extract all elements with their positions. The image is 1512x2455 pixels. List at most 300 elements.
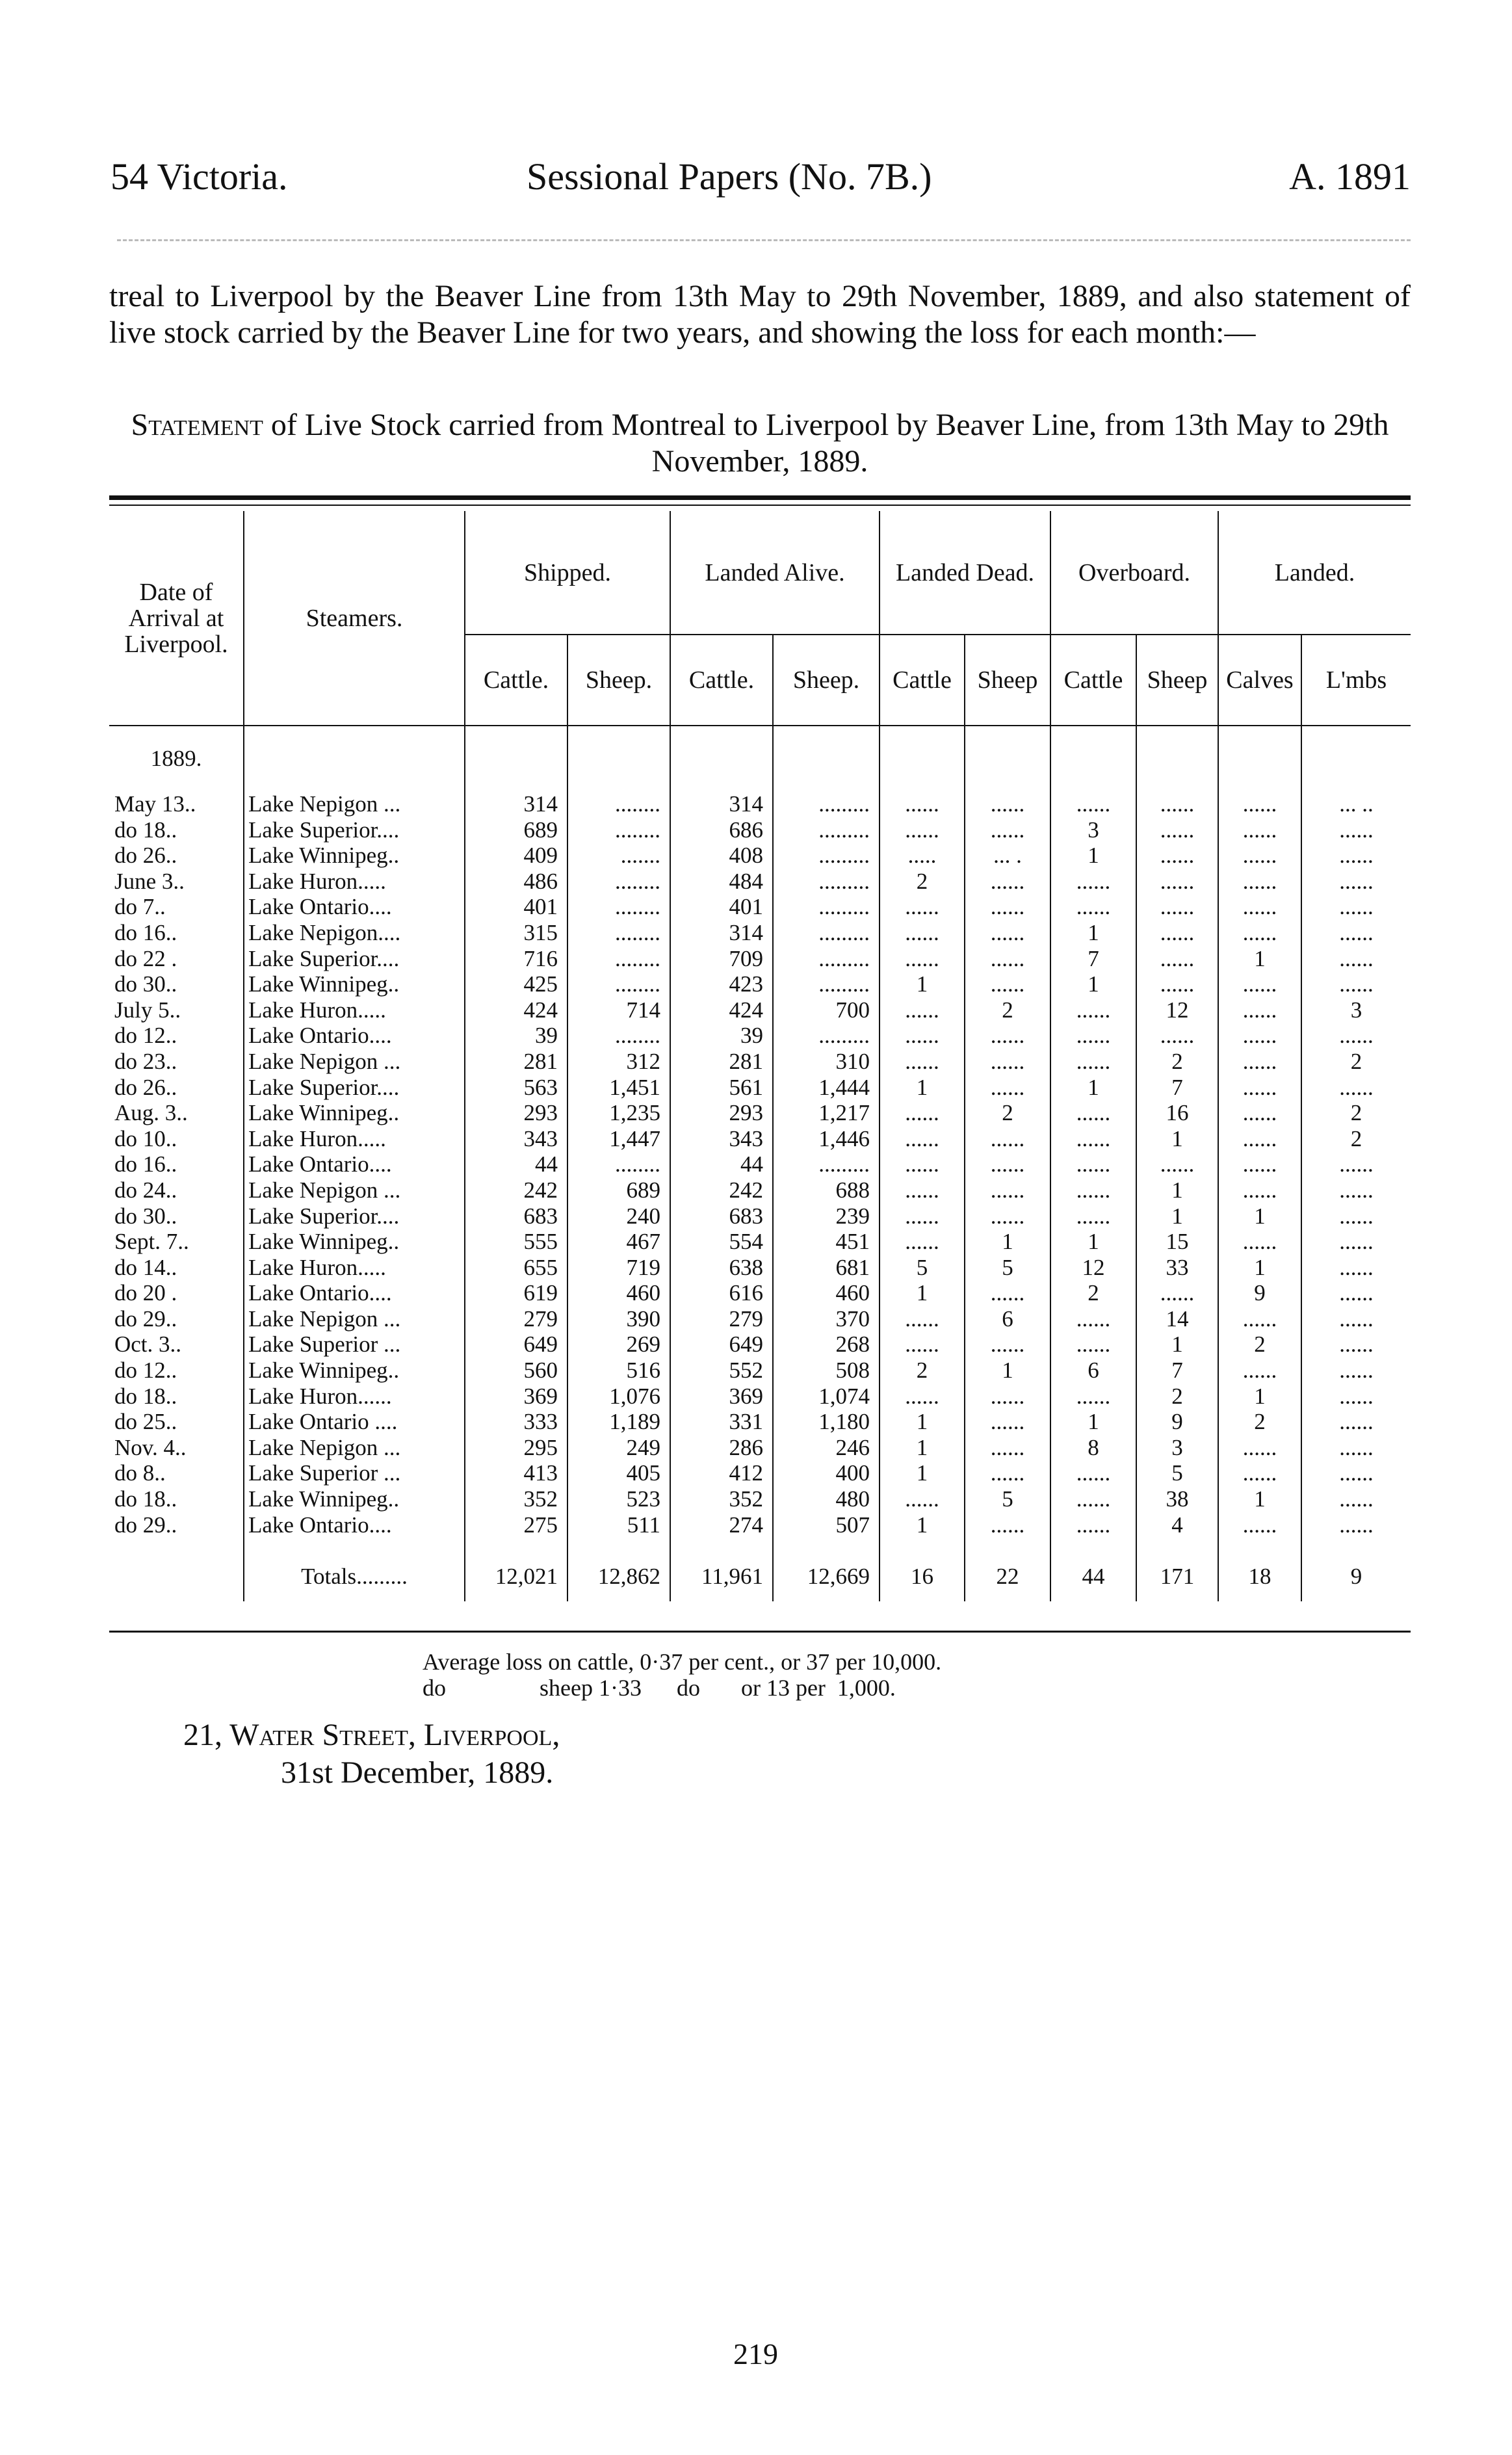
landed-calves-cell: ......	[1218, 1358, 1301, 1384]
table-row	[109, 946, 1411, 972]
landed-lambs-cell: ......	[1301, 1075, 1411, 1101]
landed-dead-sheep-cell: ......	[965, 1460, 1050, 1486]
shipped-cattle-cell: 315	[465, 920, 567, 946]
landed-dead-sheep-cell: ......	[965, 920, 1050, 946]
table-body	[109, 726, 1411, 1601]
page-number: 219	[733, 2337, 778, 2370]
overboard-cattle-cell: ......	[1050, 1306, 1136, 1332]
landed-dead-sheep-total: 22	[965, 1552, 1050, 1601]
overboard-cattle-cell: 3	[1050, 817, 1136, 843]
overboard-cattle-cell: 1	[1050, 843, 1136, 869]
date-cell: do 12..	[114, 1358, 177, 1384]
landed-alive-sheep-cell: 681	[773, 1255, 880, 1281]
overboard-cattle-cell: ......	[1050, 1460, 1136, 1486]
landed-lambs-cell: 2	[1301, 1049, 1411, 1075]
shipped-cattle-cell: 352	[465, 1486, 567, 1512]
table-row	[109, 1075, 1411, 1101]
date-cell: June 3..	[114, 868, 185, 894]
shipped-cattle-cell: 401	[465, 894, 567, 920]
landed-dead-sheep-cell: ......	[965, 1332, 1050, 1358]
shipped-cattle-cell: 555	[465, 1229, 567, 1255]
landed-dead-sheep-cell: ......	[965, 1151, 1050, 1177]
overboard-cattle-cell: ......	[1050, 869, 1136, 895]
date-cell: do 20 .	[114, 1280, 177, 1306]
shipped-sheep-cell: 460	[567, 1280, 670, 1306]
steamer-cell: Lake Superior ...	[244, 1460, 465, 1486]
landed-alive-sheep-cell: 1,180	[773, 1409, 880, 1435]
overboard-sheep-cell: 2	[1136, 1049, 1218, 1075]
landed-alive-cattle-cell: 279	[670, 1306, 773, 1332]
landed-dead-cattle-cell: ......	[880, 1023, 965, 1049]
landed-dead-sheep-cell: 5	[965, 1255, 1050, 1281]
overboard-sheep-cell: 2	[1136, 1384, 1218, 1410]
shipped-cattle-cell: 275	[465, 1512, 567, 1538]
overboard-sheep-cell: ......	[1136, 971, 1218, 997]
overboard-sheep-total: 171	[1136, 1552, 1218, 1601]
landed-alive-cattle-cell: 709	[670, 946, 773, 972]
landed-dead-sheep-header: Sheep	[965, 635, 1050, 726]
landed-dead-cattle-total: 16	[880, 1552, 965, 1601]
overboard-cattle-cell: ......	[1050, 1023, 1136, 1049]
landed-dead-sheep-cell: ... .	[965, 843, 1050, 869]
table-row	[109, 1280, 1411, 1306]
landed-alive-sheep-cell: .........	[773, 843, 880, 869]
overboard-sheep-header: Sheep	[1136, 635, 1218, 726]
overboard-sheep-cell: ......	[1136, 791, 1218, 817]
statement-rest: of Live Stock carried from Montreal to Liverpool by Beaver Line, from 13th May to 29th November, 1889.	[263, 408, 1389, 479]
landed-alive-sheep-cell: 507	[773, 1512, 880, 1538]
spacer-row	[109, 1538, 1411, 1552]
landed-calves-cell: 1	[1218, 1255, 1301, 1281]
landed-dead-cattle-cell: 1	[880, 1512, 965, 1538]
steamer-cell: Lake Ontario ....	[244, 1409, 465, 1435]
landed-alive-cattle-cell: 314	[670, 791, 773, 817]
landed-calves-total: 18	[1218, 1552, 1301, 1601]
overboard-cattle-cell: 1	[1050, 1229, 1136, 1255]
shipped-cattle-cell: 295	[465, 1435, 567, 1461]
landed-calves-cell: ......	[1218, 1151, 1301, 1177]
date-cell: do 18..	[114, 817, 177, 843]
landed-alive-cattle-cell: 242	[670, 1177, 773, 1203]
shipped-sheep-cell: 1,076	[567, 1384, 670, 1410]
landed-calves-cell: 9	[1218, 1280, 1301, 1306]
address-street: 21, Water Street, Liverpool,	[183, 1718, 560, 1752]
overboard-sheep-cell: ......	[1136, 894, 1218, 920]
table-row	[109, 971, 1411, 997]
table-row	[109, 1486, 1411, 1512]
date-cell: do 30..	[114, 1203, 177, 1229]
steamer-cell: Lake Winnipeg..	[244, 1229, 465, 1255]
table-row	[109, 1306, 1411, 1332]
landed-lambs-cell: 2	[1301, 1126, 1411, 1152]
landed-dead-sheep-cell: ......	[965, 1512, 1050, 1538]
shipped-sheep-cell: 516	[567, 1358, 670, 1384]
shipped-cattle-cell: 424	[465, 997, 567, 1023]
landed-lambs-cell: ......	[1301, 817, 1411, 843]
landed-dead-sheep-cell: ......	[965, 869, 1050, 895]
landed-alive-sheep-cell: .........	[773, 1151, 880, 1177]
landed-alive-cattle-cell: 638	[670, 1255, 773, 1281]
landed-alive-cattle-cell: 424	[670, 997, 773, 1023]
landed-dead-cattle-cell: .....	[880, 843, 965, 869]
landed-lambs-cell: ......	[1301, 1280, 1411, 1306]
year-label: A. 1891	[1289, 155, 1411, 198]
landed-alive-cattle-cell: 484	[670, 869, 773, 895]
landed-calves-cell: ......	[1218, 843, 1301, 869]
landed-lambs-cell: ......	[1301, 1306, 1411, 1332]
landed-header: Landed.	[1218, 511, 1411, 635]
landed-calves-cell: 1	[1218, 946, 1301, 972]
landed-lambs-cell: ......	[1301, 1255, 1411, 1281]
totals-label: Totals.........	[244, 1552, 465, 1601]
shipped-cattle-cell: 369	[465, 1384, 567, 1410]
landed-alive-cattle-total: 11,961	[670, 1552, 773, 1601]
shipped-cattle-cell: 563	[465, 1075, 567, 1101]
landed-dead-cattle-cell: ......	[880, 1049, 965, 1075]
overboard-cattle-cell: 12	[1050, 1255, 1136, 1281]
steamer-cell: Lake Winnipeg..	[244, 1358, 465, 1384]
shipped-header: Shipped.	[465, 511, 670, 635]
landed-lambs-cell: ......	[1301, 1229, 1411, 1255]
landed-lambs-cell: 2	[1301, 1100, 1411, 1126]
page-header	[111, 155, 1411, 207]
overboard-sheep-cell: 12	[1136, 997, 1218, 1023]
landed-dead-cattle-cell: ......	[880, 997, 965, 1023]
landed-alive-cattle-cell: 683	[670, 1203, 773, 1229]
shipped-cattle-cell: 486	[465, 869, 567, 895]
table-row	[109, 1177, 1411, 1203]
landed-lambs-cell: ......	[1301, 1512, 1411, 1538]
landed-dead-cattle-cell: 1	[880, 1075, 965, 1101]
table-row	[109, 1049, 1411, 1075]
shipped-sheep-cell: 1,451	[567, 1075, 670, 1101]
landed-dead-cattle-cell: ......	[880, 817, 965, 843]
date-cell: do 10..	[114, 1125, 177, 1151]
landed-calves-cell: ......	[1218, 1306, 1301, 1332]
shipped-cattle-cell: 649	[465, 1332, 567, 1358]
landed-alive-sheep-cell: 1,217	[773, 1100, 880, 1126]
totals-row	[109, 1552, 1411, 1601]
landed-calves-cell: ......	[1218, 894, 1301, 920]
landed-alive-sheep-total: 12,669	[773, 1552, 880, 1601]
landed-dead-cattle-cell: ......	[880, 1203, 965, 1229]
landed-calves-cell: ......	[1218, 997, 1301, 1023]
landed-lambs-cell: ... ..	[1301, 791, 1411, 817]
overboard-sheep-cell: 7	[1136, 1075, 1218, 1101]
landed-dead-sheep-cell: 1	[965, 1358, 1050, 1384]
landed-dead-cattle-cell: ......	[880, 1384, 965, 1410]
landed-alive-sheep-cell: 1,446	[773, 1126, 880, 1152]
landed-lambs-cell: ......	[1301, 1177, 1411, 1203]
table-row	[109, 1332, 1411, 1358]
landed-dead-sheep-cell: ......	[965, 1435, 1050, 1461]
overboard-sheep-cell: 16	[1136, 1100, 1218, 1126]
overboard-sheep-cell: 33	[1136, 1255, 1218, 1281]
shipped-cattle-cell: 716	[465, 946, 567, 972]
year-label: 1889.	[150, 746, 202, 771]
date-cell: do 25..	[114, 1409, 177, 1435]
landed-lambs-cell: ......	[1301, 1023, 1411, 1049]
landed-calves-cell: ......	[1218, 1435, 1301, 1461]
table-row	[109, 1100, 1411, 1126]
landed-dead-header: Landed Dead.	[880, 511, 1050, 635]
overboard-cattle-cell: 1	[1050, 1409, 1136, 1435]
overboard-sheep-cell: ......	[1136, 817, 1218, 843]
landed-alive-cattle-cell: 39	[670, 1023, 773, 1049]
overboard-cattle-cell: 6	[1050, 1358, 1136, 1384]
landed-dead-cattle-cell: 2	[880, 869, 965, 895]
date-cell: do 7..	[114, 894, 166, 920]
landed-alive-sheep-cell: 268	[773, 1332, 880, 1358]
table-row	[109, 1126, 1411, 1152]
landed-dead-sheep-cell: ......	[965, 817, 1050, 843]
table-top-rule-thick	[109, 495, 1411, 500]
landed-alive-cattle-cell: 423	[670, 971, 773, 997]
shipped-sheep-cell: ........	[567, 817, 670, 843]
landed-lambs-cell: ......	[1301, 1384, 1411, 1410]
intro-paragraph: treal to Liverpool by the Beaver Line from 13th May to 29th November, 1889, and also statement of live stock carried by the Beaver Line for two years, and showing the loss for each month:—	[109, 279, 1411, 350]
overboard-sheep-cell: 1	[1136, 1332, 1218, 1358]
landed-calves-cell: 2	[1218, 1332, 1301, 1358]
landed-dead-sheep-cell: ......	[965, 1203, 1050, 1229]
landed-alive-sheep-cell: 310	[773, 1049, 880, 1075]
landed-lambs-header: L'mbs	[1301, 635, 1411, 726]
overboard-cattle-cell: 1	[1050, 1075, 1136, 1101]
overboard-sheep-cell: ......	[1136, 1151, 1218, 1177]
table-row	[109, 1255, 1411, 1281]
overboard-sheep-cell: ......	[1136, 920, 1218, 946]
table-row	[109, 817, 1411, 843]
steamer-cell: Lake Nepigon ...	[244, 1306, 465, 1332]
landed-dead-sheep-cell: 2	[965, 997, 1050, 1023]
overboard-sheep-cell: 3	[1136, 1435, 1218, 1461]
landed-lambs-cell: ......	[1301, 1332, 1411, 1358]
landed-lambs-total: 9	[1301, 1552, 1411, 1601]
landed-alive-sheep-cell: 1,074	[773, 1384, 880, 1410]
landed-alive-cattle-cell: 331	[670, 1409, 773, 1435]
shipped-sheep-cell: ........	[567, 946, 670, 972]
landed-alive-cattle-cell: 343	[670, 1126, 773, 1152]
landed-lambs-cell: 3	[1301, 997, 1411, 1023]
steamer-cell: Lake Superior....	[244, 817, 465, 843]
shipped-cattle-cell: 689	[465, 817, 567, 843]
date-cell: do 14..	[114, 1254, 177, 1280]
landed-dead-sheep-cell: ......	[965, 894, 1050, 920]
date-cell: do 8..	[114, 1460, 166, 1486]
table-row	[109, 997, 1411, 1023]
landed-alive-cattle-cell: 561	[670, 1075, 773, 1101]
overboard-cattle-cell: ......	[1050, 1512, 1136, 1538]
landed-dead-cattle-cell: ......	[880, 1177, 965, 1203]
overboard-cattle-cell: ......	[1050, 1332, 1136, 1358]
landed-alive-sheep-cell: .........	[773, 946, 880, 972]
overboard-sheep-cell: 1	[1136, 1177, 1218, 1203]
landed-dead-cattle-cell: 2	[880, 1358, 965, 1384]
landed-lambs-cell: ......	[1301, 1435, 1411, 1461]
landed-dead-sheep-cell: 2	[965, 1100, 1050, 1126]
shipped-cattle-total: 12,021	[465, 1552, 567, 1601]
shipped-cattle-cell: 39	[465, 1023, 567, 1049]
date-cell: Sept. 7..	[114, 1229, 189, 1255]
shipped-sheep-cell: 1,447	[567, 1126, 670, 1152]
landed-alive-cattle-cell: 686	[670, 817, 773, 843]
date-cell: do 30..	[114, 971, 177, 997]
shipped-cattle-cell: 242	[465, 1177, 567, 1203]
overboard-sheep-cell: ......	[1136, 1023, 1218, 1049]
landed-alive-sheep-cell: 480	[773, 1486, 880, 1512]
date-cell: do 22 .	[114, 945, 177, 971]
landed-dead-cattle-cell: ......	[880, 1100, 965, 1126]
landed-alive-cattle-cell: 314	[670, 920, 773, 946]
steamer-cell: Lake Ontario....	[244, 1512, 465, 1538]
overboard-sheep-cell: ......	[1136, 946, 1218, 972]
address-date: 31st December, 1889.	[281, 1755, 554, 1790]
shipped-sheep-cell: 467	[567, 1229, 670, 1255]
overboard-sheep-cell: 1	[1136, 1203, 1218, 1229]
overboard-cattle-cell: ......	[1050, 1049, 1136, 1075]
shipped-sheep-cell: 719	[567, 1255, 670, 1281]
overboard-cattle-cell: ......	[1050, 997, 1136, 1023]
steamer-cell: Lake Winnipeg..	[244, 1486, 465, 1512]
landed-dead-sheep-cell: 1	[965, 1229, 1050, 1255]
landed-calves-cell: ......	[1218, 869, 1301, 895]
table-row	[109, 1512, 1411, 1538]
overboard-sheep-cell: 14	[1136, 1306, 1218, 1332]
landed-dead-sheep-cell: ......	[965, 791, 1050, 817]
landed-dead-cattle-cell: ......	[880, 1306, 965, 1332]
landed-dead-sheep-cell: ......	[965, 1023, 1050, 1049]
shipped-cattle-cell: 655	[465, 1255, 567, 1281]
date-cell: do 26..	[114, 1074, 177, 1100]
overboard-sheep-cell: ......	[1136, 869, 1218, 895]
landed-alive-sheep-cell: 246	[773, 1435, 880, 1461]
date-cell: do 16..	[114, 1151, 177, 1177]
landed-calves-cell: ......	[1218, 1512, 1301, 1538]
shipped-sheep-cell: 1,235	[567, 1100, 670, 1126]
landed-alive-cattle-cell: 401	[670, 894, 773, 920]
overboard-cattle-cell: ......	[1050, 1203, 1136, 1229]
overboard-sheep-cell: 15	[1136, 1229, 1218, 1255]
shipped-cattle-cell: 314	[465, 791, 567, 817]
table-row	[109, 1358, 1411, 1384]
landed-alive-cattle-cell: 44	[670, 1151, 773, 1177]
landed-dead-cattle-cell: ......	[880, 946, 965, 972]
steamer-cell: Lake Huron.....	[244, 1126, 465, 1152]
shipped-cattle-cell: 683	[465, 1203, 567, 1229]
overboard-cattle-cell: ......	[1050, 1100, 1136, 1126]
shipped-sheep-cell: ........	[567, 920, 670, 946]
landed-calves-cell: 1	[1218, 1384, 1301, 1410]
overboard-cattle-cell: ......	[1050, 791, 1136, 817]
table-row	[109, 1023, 1411, 1049]
landed-alive-sheep-cell: 460	[773, 1280, 880, 1306]
landed-calves-cell: ......	[1218, 920, 1301, 946]
shipped-sheep-header: Sheep.	[567, 635, 670, 726]
landed-alive-sheep-cell: .........	[773, 791, 880, 817]
shipped-sheep-cell: ........	[567, 791, 670, 817]
landed-dead-cattle-header: Cattle	[880, 635, 965, 726]
landed-dead-cattle-cell: ......	[880, 920, 965, 946]
sessional-papers-label: Sessional Papers (No. 7B.)	[527, 155, 932, 198]
shipped-sheep-cell: 1,189	[567, 1409, 670, 1435]
overboard-cattle-cell: ......	[1050, 894, 1136, 920]
landed-alive-cattle-header: Cattle.	[670, 635, 773, 726]
table-row	[109, 1384, 1411, 1410]
overboard-cattle-cell: 8	[1050, 1435, 1136, 1461]
shipped-sheep-cell: 249	[567, 1435, 670, 1461]
shipped-sheep-cell: 714	[567, 997, 670, 1023]
landed-alive-sheep-cell: .........	[773, 920, 880, 946]
steamer-cell: Lake Winnipeg..	[244, 971, 465, 997]
shipped-cattle-cell: 425	[465, 971, 567, 997]
average-loss-cattle: Average loss on cattle, 0·37 per cent., or 37 per 10,000.	[423, 1649, 942, 1675]
date-column-header: Date of Arrival at Liverpool.	[109, 511, 244, 726]
landed-alive-sheep-header: Sheep.	[773, 635, 880, 726]
steamer-cell: Lake Superior....	[244, 1075, 465, 1101]
landed-alive-cattle-cell: 408	[670, 843, 773, 869]
landed-alive-sheep-cell: 1,444	[773, 1075, 880, 1101]
landed-calves-cell: 1	[1218, 1203, 1301, 1229]
steamer-cell: Lake Nepigon ...	[244, 1177, 465, 1203]
landed-lambs-cell: ......	[1301, 1203, 1411, 1229]
shipped-sheep-cell: .......	[567, 843, 670, 869]
landed-lambs-cell: ......	[1301, 1409, 1411, 1435]
shipped-sheep-cell: 312	[567, 1049, 670, 1075]
steamer-cell: Lake Superior....	[244, 946, 465, 972]
landed-calves-cell: ......	[1218, 1177, 1301, 1203]
landed-dead-sheep-cell: 5	[965, 1486, 1050, 1512]
landed-dead-sheep-cell: ......	[965, 946, 1050, 972]
average-loss-sheep: do sheep 1·33 do or 13 per 1,000.	[423, 1675, 896, 1701]
table-row	[109, 894, 1411, 920]
steamer-cell: Lake Superior ...	[244, 1332, 465, 1358]
landed-alive-sheep-cell: .........	[773, 1023, 880, 1049]
landed-dead-sheep-cell: ......	[965, 1075, 1050, 1101]
landed-alive-sheep-cell: .........	[773, 971, 880, 997]
statement-lead: Statement	[131, 408, 263, 442]
shipped-cattle-cell: 44	[465, 1151, 567, 1177]
overboard-cattle-cell: ......	[1050, 1486, 1136, 1512]
landed-calves-cell: 2	[1218, 1409, 1301, 1435]
date-cell: do 18..	[114, 1383, 177, 1409]
table-row	[109, 1229, 1411, 1255]
overboard-cattle-cell: ......	[1050, 1126, 1136, 1152]
landed-lambs-cell: ......	[1301, 894, 1411, 920]
overboard-cattle-cell: ......	[1050, 1151, 1136, 1177]
shipped-sheep-cell: 269	[567, 1332, 670, 1358]
table-row	[109, 1203, 1411, 1229]
shipped-cattle-cell: 333	[465, 1409, 567, 1435]
landed-alive-sheep-cell: 508	[773, 1358, 880, 1384]
shipped-cattle-header: Cattle.	[465, 635, 567, 726]
steamer-cell: Lake Nepigon ...	[244, 1435, 465, 1461]
landed-alive-sheep-cell: 239	[773, 1203, 880, 1229]
date-cell: do 16..	[114, 919, 177, 945]
steamer-cell: Lake Nepigon ...	[244, 791, 465, 817]
landed-alive-sheep-cell: 400	[773, 1460, 880, 1486]
landed-lambs-cell: ......	[1301, 1486, 1411, 1512]
landed-alive-cattle-cell: 649	[670, 1332, 773, 1358]
table-row	[109, 791, 1411, 817]
overboard-sheep-cell: 1	[1136, 1126, 1218, 1152]
table-row	[109, 869, 1411, 895]
shipped-cattle-cell: 413	[465, 1460, 567, 1486]
landed-alive-cattle-cell: 274	[670, 1512, 773, 1538]
shipped-sheep-cell: ........	[567, 971, 670, 997]
landed-lambs-cell: ......	[1301, 1151, 1411, 1177]
steamer-cell: Lake Nepigon ...	[244, 1049, 465, 1075]
landed-dead-cattle-cell: ......	[880, 1151, 965, 1177]
